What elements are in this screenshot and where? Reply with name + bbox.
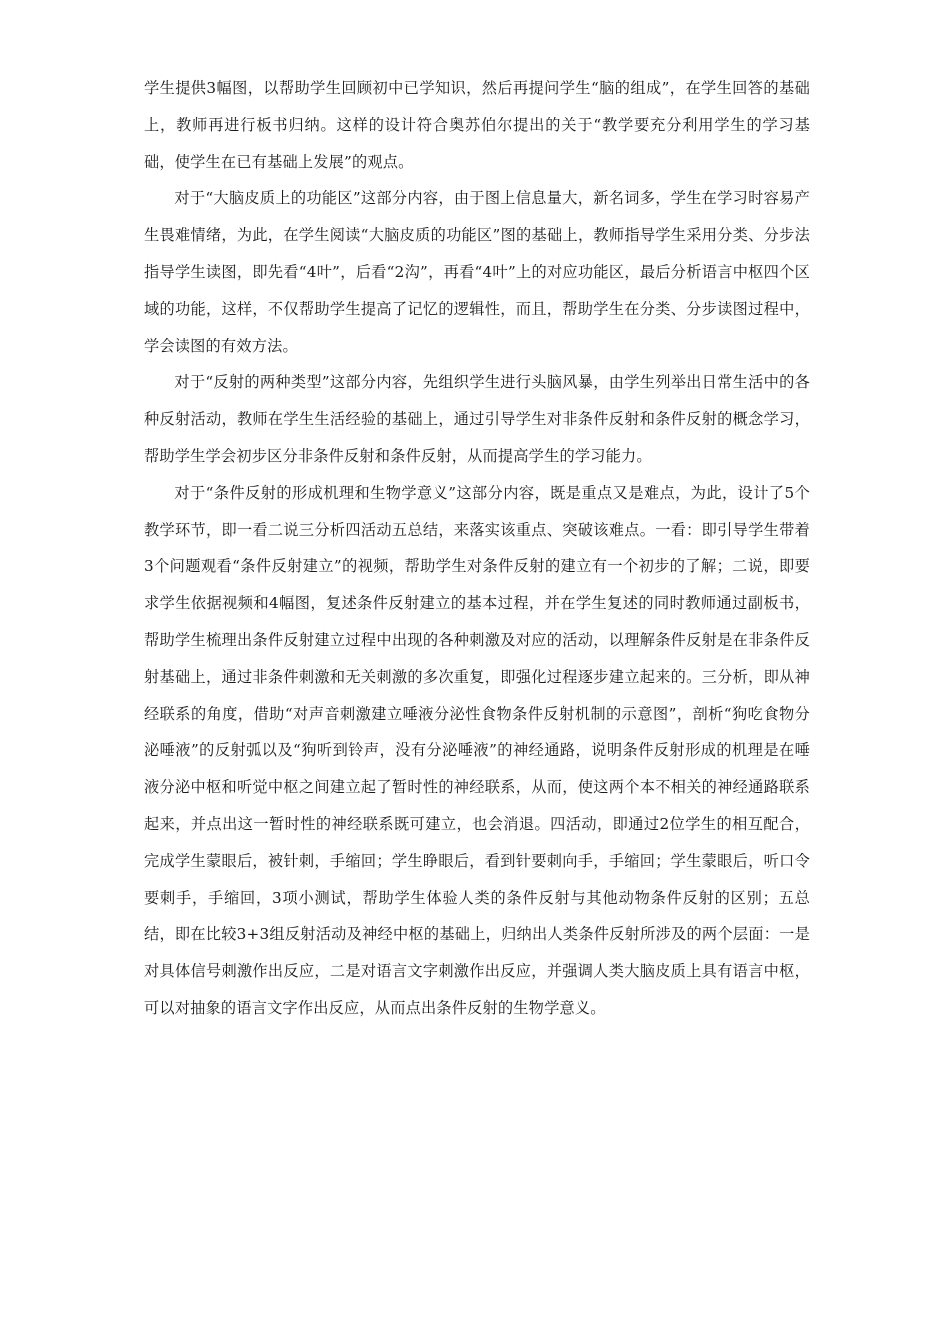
document-body — [144, 70, 810, 1027]
paragraph-continuation: 学生提供3幅图，以帮助学生回顾初中已学知识，然后再提问学生“脑的组成”，在学生回答的基础上，教师再进行板书归纳。这样的设计符合奥苏伯尔提出的关于“教学要充分利用学生的学习基础，使学生在已有基础上发展”的观点。 — [144, 79, 810, 171]
paragraph-conditioned-reflex: 对于“条件反射的形成机理和生物学意义”这部分内容，既是重点又是难点，为此，设计了5个教学环节，即一看二说三分析四活动五总结，来落实该重点、突破该难点。一看：即引导学生带着3个问题观看“条件反射建立”的视频，帮助学生对条件反射的建立有一个初步的了解；二说，即要求学生依据视频和4幅图，复述条件反射建立的基本过程，并在学生复述的同时教师通过副板书，帮助学生梳理出条件反射建立过程中出现的各种刺激及对应的活动，以理解条件反射是在非条件反射基础上，通过非条件刺激和无关刺激的多次重复，即强化过程逐步建立起来的。三分析，即从神经联系的角度，借助“对声音刺激建立唾液分泌性食物条件反射机制的示意图”，剖析“狗吃食物分泌唾液”的反射弧以及“狗听到铃声，没有分泌唾液”的神经通路，说明条件反射形成的机理是在唾液分泌中枢和听觉中枢之间建立起了暂时性的神经联系，从而，使这两个本不相关的神经通路联系起来，并点出这一暂时性的神经联系既可建立，也会消退。四活动，即通过2位学生的相互配合，完成学生蒙眼后，被针刺，手缩回；学生睁眼后，看到针要刺向手，手缩回；学生蒙眼后，听口令要刺手，手缩回，3项小测试，帮助学生体验人类的条件反射与其他动物条件反射的区别；五总结，即在比较3+3组反射活动及神经中枢的基础上，归纳出人类条件反射所涉及的两个层面：一是对具体信号刺激作出反应，二是对语言文字刺激作出反应，并强调人类大脑皮质上具有语言中枢，可以对抽象的语言文字作出反应，从而点出条件反射的生物学意义。 — [144, 483, 810, 1017]
paragraph-functional-areas: 对于“大脑皮质上的功能区”这部分内容，由于图上信息量大，新名词多，学生在学习时容易产生畏难情绪，为此，在学生阅读“大脑皮质的功能区”图的基础上，教师指导学生采用分类、分步法指导学生读图，即先看“4叶”，后看“2沟”，再看“4叶”上的对应功能区，最后分析语言中枢四个区域的功能，这样，不仅帮助学生提高了记忆的逻辑性，而且，帮助学生在分类、分步读图过程中，学会读图的有效方法。 — [144, 189, 810, 355]
paragraph-reflex-types: 对于“反射的两种类型”这部分内容，先组织学生进行头脑风暴，由学生列举出日常生活中的各种反射活动，教师在学生生活经验的基础上，通过引导学生对非条件反射和条件反射的概念学习，帮助学生学会初步区分非条件反射和条件反射，从而提高学生的学习能力。 — [144, 373, 810, 465]
